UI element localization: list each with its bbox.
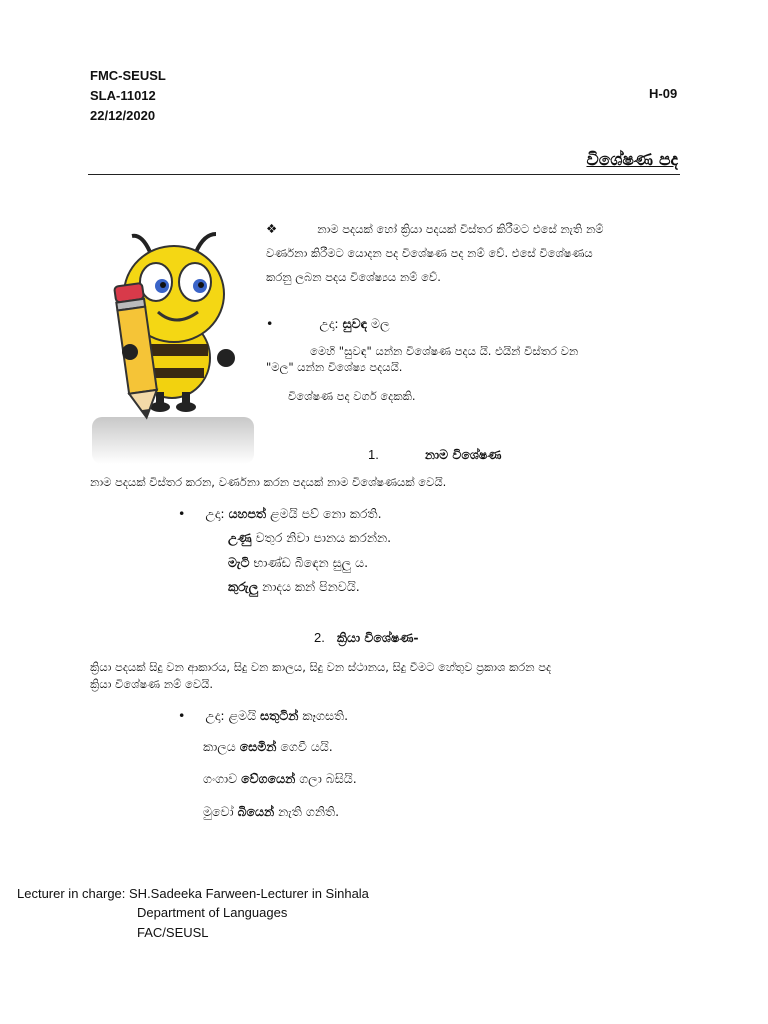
section-2-title: ක්‍රියා විශේෂණ- — [336, 630, 419, 645]
lecturer-in-charge: Lecturer in charge: SH.Sadeeka Farween-Lecturer in Sinhala — [17, 886, 369, 901]
bee-with-pencil-illustration — [92, 212, 254, 464]
section-1-heading — [368, 443, 501, 466]
example-bold-word: සුවඳ — [342, 316, 367, 331]
course-code: SLA-11012 — [90, 88, 156, 103]
page-title: විශේෂණ පද — [586, 150, 678, 170]
handout-code: H-09 — [649, 86, 678, 101]
section-1-title: නාම විශේෂණ — [424, 447, 502, 462]
bullet-icon: • — [178, 506, 186, 521]
diamond-bullet-icon: ❖ — [266, 221, 278, 236]
section-2-example-1: • උදා: ළමයි සතුටින් කෑගසති. — [178, 708, 349, 723]
section-2-heading — [314, 626, 419, 649]
section-2-example-4: මුවෝ බියෙන් නැති ගනිති. — [203, 804, 340, 819]
example-explanation-2: "මල" යන්න විශේෂ්‍ය පදයයි. — [266, 360, 403, 374]
faculty-code: FAC/SEUSL — [137, 925, 209, 940]
section-1-definition: නාම පදයක් විස්තර කරන, වර්ණනා කරන පදයක් නාම විශේෂණයක් වෙයි. — [90, 475, 447, 489]
example-line: • උදා: සුවඳ මල — [266, 316, 390, 331]
section-2-definition-2: ක්‍රියා විශේෂණ නම් වෙයි. — [90, 677, 214, 691]
section-1-example-1: • උදා: යහපත් ළමයි පව් නො කරති. — [178, 506, 382, 521]
document-header — [90, 66, 166, 126]
document-date: 22/12/2020 — [90, 108, 156, 123]
section-2-example-3: ගංගාව වේගයෙන් ගලා බසියි. — [203, 771, 357, 786]
bullet-icon: • — [266, 316, 274, 331]
section-2-number: 2. — [314, 630, 325, 645]
department-name: Department of Languages — [137, 905, 288, 920]
section-1-example-3: මැටි භාණ්ඩ බිඳෙන සුලු ය. — [228, 555, 369, 570]
intro-line-2: වර්ණනා කිරීමට යොදන පද විශේෂණ පද නම් වේ. එසේ විශේෂණය — [266, 246, 593, 260]
section-2-example-2: කාලය සෙමින් ගෙවී යයි. — [203, 739, 333, 754]
org-label: FMC-SEUSL — [90, 68, 166, 83]
section-1-example-2: උණු වතුර නිවා පානය කරන්න. — [228, 530, 392, 545]
section-1-number: 1. — [368, 447, 379, 462]
intro-line-1 — [266, 217, 604, 241]
intro-text-1: නාම පදයක් හෝ ක්‍රියා පදයක් විස්තර කිරීමට එසේ නැති නම් — [317, 222, 604, 236]
bullet-icon: • — [178, 708, 186, 723]
section-1-example-4: කුරුලු නාදය කන් පිනවයි. — [228, 579, 360, 594]
adjective-types-statement: විශේෂණ පද වර්ග දෙකකි. — [288, 389, 416, 403]
title-divider — [88, 174, 680, 175]
intro-line-3: කරනු ලබන පදය විශේෂ්‍යය නම් වේ. — [266, 270, 441, 284]
example-explanation-1: මෙහි "සුවඳ" යන්න විශේෂණ පදය යි. එයින් විස්තර වන — [310, 344, 579, 358]
section-2-definition-1: ක්‍රියා පදයක් සිදු වන ආකාරය, සිදු වන කාලය, සිදු වන ස්ථානය, සිදු වීමට හේතුව ප්‍රකාශ කරන පද — [90, 660, 552, 674]
